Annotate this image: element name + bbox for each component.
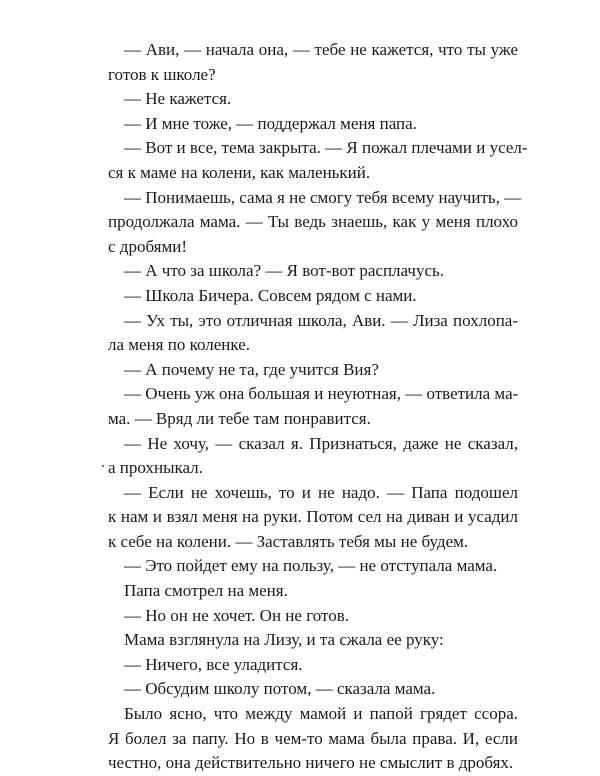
text-line: готов к школе?: [108, 64, 216, 84]
text-line: — Понимаешь, сама я не смогу тебя всему научить, —: [124, 187, 522, 207]
text-line: — Очень уж она большая и неуютная, — ответила ма-: [124, 384, 519, 404]
text-line: Мама взглянула на Лизу, и та сжала ее руку:: [124, 630, 444, 650]
body-text: [108, 38, 528, 776]
text-line: — Но он не хочет. Он не готов.: [124, 605, 350, 625]
text-line: ма. — Вряд ли тебе там понравится.: [108, 408, 371, 428]
text-line: к нам и взял меня на руки. Потом сел на диван и усадил: [108, 507, 518, 527]
text-line: — Обсудим школу потом, — сказала мама.: [124, 679, 436, 699]
text-line: — Школа Бичера. Совсем рядом с нами.: [124, 285, 417, 305]
text-line: а прохныкал.: [108, 458, 203, 478]
text-line: к себе на колени. — Заставлять тебя мы не будем.: [108, 531, 469, 551]
text-line: — А что за школа? — Я вот-вот расплачусь.: [124, 261, 444, 281]
text-line: ся к маме на колени, как маленький.: [108, 162, 371, 182]
text-line: — Это пойдет ему на пользу, — не отступала мама.: [124, 556, 498, 576]
text-line: Я болел за папу. Но в чем-то мама была права. И, если: [108, 728, 518, 748]
text-line: честно, она действительно ничего не смыслит в дробях.: [108, 753, 514, 773]
text-line: — Не хочу, — сказал я. Признаться, даже не сказал,: [124, 433, 518, 453]
text-line: Папа смотрел на меня.: [124, 581, 288, 601]
text-line: — Ух ты, это отличная школа, Ави. — Лиза похлопа-: [124, 310, 518, 330]
text-line: продолжала мама. — Ты ведь знаешь, как у меня плохо: [108, 212, 518, 232]
text-line: ла меня по коленке.: [108, 335, 251, 355]
text-line: Было ясно, что между мамой и папой грядет ссора.: [124, 704, 518, 724]
text-line: — Вот и все, тема закрыта. — Я пожал плечами и усел-: [124, 138, 528, 158]
text-line: — Если не хочешь, то и не надо. — Папа подошел: [124, 482, 518, 502]
print-speck: [102, 465, 104, 467]
text-line: — И мне тоже, — поддержал меня папа.: [124, 113, 417, 133]
text-line: — Ави, — начала она, — тебе не кажется, что ты уже: [124, 40, 518, 59]
text-line: — А почему не та, где учится Вия?: [124, 359, 379, 379]
text-line: — Ничего, все уладится.: [124, 654, 303, 674]
text-line: с дробями!: [108, 236, 188, 256]
text-line: — Не кажется.: [124, 89, 232, 109]
